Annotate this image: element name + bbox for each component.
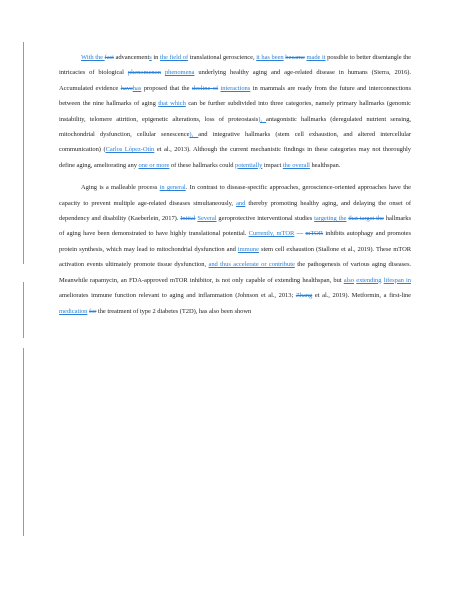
- inserted-text: medication: [59, 307, 88, 315]
- change-bar: [23, 282, 24, 338]
- inserted-text: phenomena: [164, 69, 195, 77]
- inserted-text: targeting the: [314, 215, 347, 223]
- text-run: and integrative hallmarks (stem cell exhaustion, and altered intercellular communication) (: [59, 131, 412, 154]
- deleted-text: fast: [104, 54, 114, 61]
- text-run: et al., 2013). Although the current mechanistic findings in these categories may not thoroughly define aging, ameliorating any: [59, 146, 411, 169]
- inserted-text: interactions: [220, 84, 251, 92]
- deleted-text: became: [285, 54, 305, 61]
- text-run: ameliorates immune function relevant to aging and inflammation (Johnson et al., 2013;: [59, 292, 296, 300]
- text-run: can be further subdivided into three categories, namely primary hallmarks (genomic instability, telomere attrition, epigenetic alterations, loss of proteostasis: [59, 100, 411, 123]
- inserted-text: potentially: [235, 161, 263, 169]
- text-run: —: [294, 230, 306, 238]
- inserted-text: also: [343, 276, 355, 284]
- inserted-text: it has been: [256, 54, 284, 61]
- paragraph[interactable]: [59, 180, 411, 319]
- inserted-text: immune: [237, 245, 259, 253]
- change-bar: [23, 348, 24, 536]
- deleted-text: for: [88, 307, 97, 315]
- inserted-text: that which: [158, 100, 186, 108]
- inserted-text: has: [132, 84, 142, 92]
- inserted-text: made it: [306, 54, 326, 61]
- inserted-text: extending: [356, 276, 382, 284]
- inserted-text: Carlos López-Otín: [105, 146, 155, 154]
- text-run: the pathogenesis of various aging diseases. Meanwhile rapamycin, an FDA-approved mTOR inhibitor, is not only capable of extending healthspan, but: [59, 261, 411, 284]
- text-run: impact: [262, 161, 283, 169]
- text-run: translational geroscience,: [188, 54, 257, 61]
- text-run: antagonistic hallmarks (deregulated nutrient sensing, mitochondrial dysfunction, cellular senescence: [59, 115, 412, 139]
- document-body[interactable]: [59, 50, 411, 319]
- deleted-text: that target the: [348, 215, 384, 223]
- text-run: advancement: [113, 54, 150, 61]
- inserted-text: the field of: [159, 54, 189, 61]
- deleted-text: Zhang: [295, 292, 313, 300]
- inserted-text: ),: [258, 115, 267, 123]
- paragraph[interactable]: [59, 50, 411, 173]
- text-run: the treatment of type 2 diabetes (T2D), has also been shown: [96, 307, 252, 315]
- deleted-text: mTOR: [305, 230, 324, 238]
- text-run: thereby promoting healthy aging, and delaying the onset of dependency and disability (Kaeberlein, 2017).: [59, 199, 411, 223]
- text-run: in: [151, 54, 160, 61]
- text-run: . In contrast to disease-specific approaches, geroscience-oriented approaches have the capacity to prevent multiple age-related diseases simultaneously,: [59, 184, 411, 207]
- text-run: of these hallmarks could: [169, 161, 236, 169]
- text-run: geroprotective interventional studies: [216, 215, 315, 223]
- text-run: Aging is a malleable process: [81, 184, 160, 192]
- inserted-text: With the: [81, 54, 105, 61]
- inserted-text: the overall: [282, 161, 310, 169]
- inserted-text: and thus accelerate or contribute: [208, 261, 295, 269]
- inserted-text: s: [149, 54, 152, 61]
- text-run: proposed that the: [141, 84, 192, 92]
- inserted-text: lifespan in: [383, 276, 412, 284]
- text-run: in mammals are ready from the future and interconnections between the nine hallmarks of aging: [59, 84, 411, 108]
- text-run: inhibits autophagy and promotes protein synthesis, which may lead to mitochondrial dysfunction and: [59, 230, 411, 253]
- text-run: et al., 2019). Metformin, a first-line: [312, 292, 411, 300]
- text-run: underlying healthy aging and age-related disease in humans (Sierra, 2016). Accumulated evidence: [59, 69, 411, 92]
- inserted-text: and: [236, 199, 246, 207]
- inserted-text: in general: [159, 184, 186, 192]
- deleted-text: decline of: [191, 84, 219, 92]
- deleted-text: phenomenon: [127, 69, 161, 77]
- text-run: healthspan.: [309, 161, 341, 169]
- inserted-text: one or more: [138, 161, 170, 169]
- deleted-text: have: [120, 84, 133, 92]
- text-run: stem cell exhaustion (Stallone et al., 2019). These mTOR activation events ultimately promote tissue dysfunction,: [59, 245, 411, 269]
- inserted-text: ),: [189, 131, 199, 139]
- deleted-text: Initial: [180, 215, 196, 223]
- inserted-text: Currently, mTOR: [248, 230, 295, 238]
- inserted-text: Several: [197, 215, 217, 223]
- text-run: hallmarks of aging have been demonstrated to have highly translational potential.: [59, 215, 411, 238]
- change-bar: [23, 42, 24, 264]
- text-run: possible to better disentangle the intricacies of biological: [59, 54, 412, 77]
